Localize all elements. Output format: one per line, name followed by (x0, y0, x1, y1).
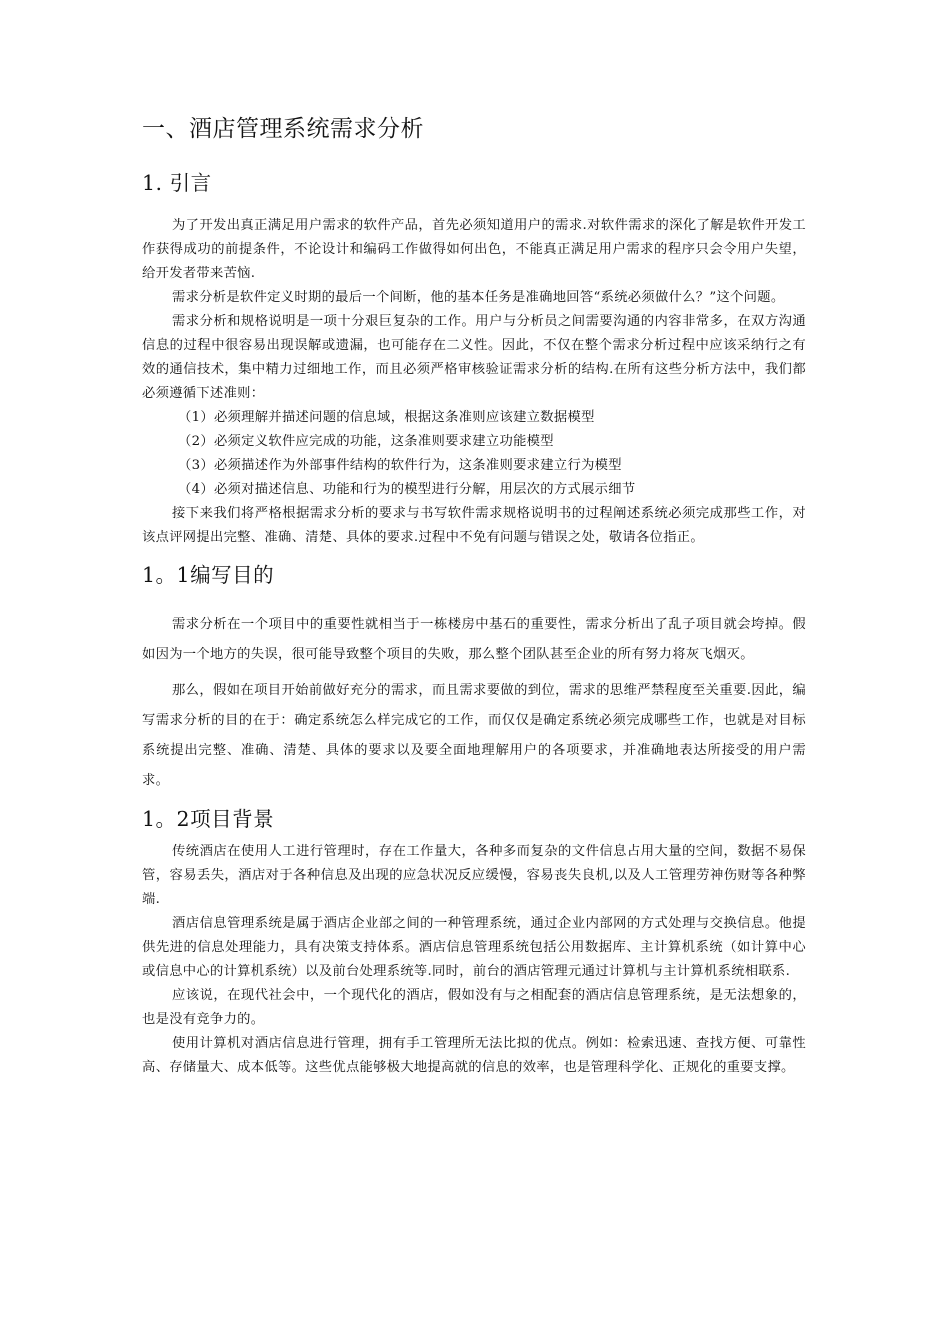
criteria-list-item: （1）必须理解并描述问题的信息域，根据这条准则应该建立数据模型 (178, 410, 595, 425)
criteria-list-item: （3）必须描述作为外部事件结构的软件行为，这条准则要求建立行为模型 (178, 458, 622, 473)
background-section (142, 840, 806, 1080)
paragraph: 需求分析和规格说明是一项十分艰巨复杂的工作。用户与分析员之间需要沟通的内容非常多，在双方沟通信息的过程中很容易出现误解或遗漏，也可能存在二义性。因此，不仅在整个需求分析过程中应该采纳行之有效的通信技术，集中精力过细地工作，而且必须严格审核验证需求分析的结构.在所有这些分析方法中，我们都必须遵循下述准则： (142, 314, 806, 401)
criteria-list-item: （4）必须对描述信息、功能和行为的模型进行分解，用层次的方式展示细节 (178, 482, 636, 497)
document-title: 一、酒店管理系统需求分析 (142, 116, 424, 142)
criteria-list-item: （2）必须定义软件应完成的功能，这条准则要求建立功能模型 (178, 434, 554, 449)
section-heading-background: 1。2项目背景 (142, 807, 275, 831)
document-body (142, 112, 806, 1080)
paragraph: 那么，假如在项目开始前做好充分的需求，而且需求要做的到位，需求的思维严禁程度至关重要.因此，编写需求分析的目的在于：确定系统怎么样完成它的工作，而仅仅是确定系统必须完成哪些工作，也就是对目标系统提出完整、准确、清楚、具体的要求以及要全面地理解用户的各项要求，并准确地表达所接受的用户需求。 (142, 683, 806, 788)
paragraph: 需求分析在一个项目中的重要性就相当于一栋楼房中基石的重要性，需求分析出了乱子项目就会垮掉。假如因为一个地方的失误，很可能导致整个项目的失败，那么整个团队甚至企业的所有努力将灰飞烟灭。 (142, 617, 806, 662)
section-heading-intro: 1. 引言 (142, 171, 212, 195)
section-heading-purpose: 1。1编写目的 (142, 563, 275, 587)
purpose-section (142, 610, 806, 796)
paragraph: 应该说，在现代社会中，一个现代化的酒店，假如没有与之相配套的酒店信息管理系统，是无法想象的，也是没有竞争力的。 (142, 988, 806, 1027)
paragraph: 需求分析是软件定义时期的最后一个间断，他的基本任务是准确地回答“系统必须做什么？”这个问题。 (172, 290, 785, 305)
intro-section (142, 214, 806, 550)
paragraph: 接下来我们将严格根据需求分析的要求与书写软件需求规格说明书的过程阐述系统必须完成那些工作，对该点评网提出完整、准确、清楚、具体的要求.过程中不免有问题与错误之处，敬请各位指正。 (142, 506, 806, 545)
paragraph: 为了开发出真正满足用户需求的软件产品，首先必须知道用户的需求.对软件需求的深化了解是软件开发工作获得成功的前提条件，不论设计和编码工作做得如何出色，不能真正满足用户需求的程序只会令用户失望，给开发者带来苦恼. (142, 218, 806, 281)
paragraph: 传统酒店在使用人工进行管理时，存在工作量大，各种多而复杂的文件信息占用大量的空间，数据不易保管，容易丢失，酒店对于各种信息及出现的应急状况反应缓慢，容易丧失良机,以及人工管理劳神伤财等各种弊端. (142, 844, 806, 907)
paragraph: 酒店信息管理系统是属于酒店企业部之间的一种管理系统，通过企业内部网的方式处理与交换信息。他提供先进的信息处理能力，具有决策支持体系。酒店信息管理系统包括公用数据库、主计算机系统（如计算中心或信息中心的计算机系统）以及前台处理系统等.同时，前台的酒店管理元通过计算机与主计算机系统相联系. (142, 916, 806, 979)
paragraph: 使用计算机对酒店信息进行管理，拥有手工管理所无法比拟的优点。例如：检索迅速、查找方便、可靠性高、存储量大、成本低等。这些优点能够极大地提高就的信息的效率，也是管理科学化、正规化的重要支撑。 (142, 1036, 806, 1075)
